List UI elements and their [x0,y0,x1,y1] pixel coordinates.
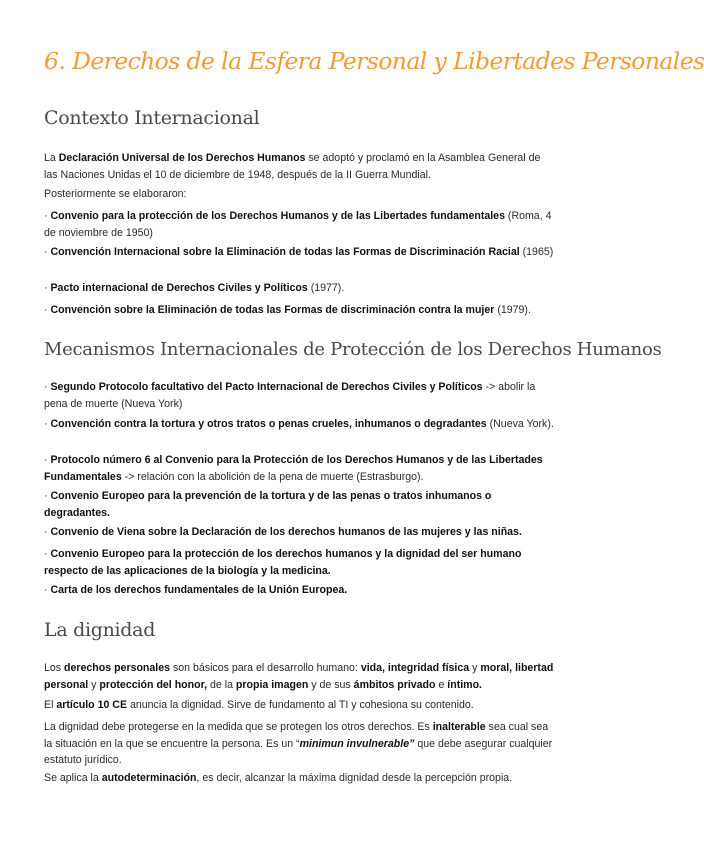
dignidad-paragraph-2: El artículo 10 CE anuncia la dignidad. Sirve de fundamento al TI y cohesiona su contenido. [44,699,474,711]
list-item: · Convención Internacional sobre la Eliminación de todas las Formas de Discriminación Racial (1965) [44,246,554,258]
list-item: · Convenio Europeo para la protección de los derechos humanos y la dignidad del ser humano respecto de las aplicaciones de la biología y la medicina. [44,548,522,577]
page-title: 6. Derechos de la Esfera Personal y Libertades Personales [44,47,704,75]
list-item: · Carta de los derechos fundamentales de la Unión Europea. [44,584,348,596]
list-item: · Convenio Europeo para la prevención de la tortura y de las penas o tratos inhumanos o degradantes. [44,490,492,519]
heading-mecanismos: Mecanismos Internacionales de Protección de los Derechos Humanos [44,339,662,360]
list-item: · Segundo Protocolo facultativo del Pacto Internacional de Derechos Civiles y Políticos -> abolir la pena de muerte (Nueva York) [44,381,536,410]
heading-contexto: Contexto Internacional [44,107,260,129]
list-item: · Convenio de Viena sobre la Declaración de los derechos humanos de las mujeres y las niñas. [44,526,522,538]
list-item: · Convención contra la tortura y otros tratos o penas crueles, inhumanos o degradantes (Nueva York). [44,418,554,430]
dignidad-paragraph-3: La dignidad debe protegerse en la medida que se protegen los otros derechos. Es inalterable sea cual sea la situación en la que se encuentre la persona. Es un “minimun invulnerable” que debe asegurar cualquier estatuto jurídico. [44,721,553,766]
intro-paragraph: La Declaración Universal de los Derechos Humanos se adoptó y proclamó en la Asamblea General de las Naciones Unidas el 10 de diciembre de 1948, después de la II Guerra Mundial. [44,152,541,181]
posteriormente-text: Posteriormente se elaboraron: [44,188,187,200]
heading-dignidad: La dignidad [44,619,156,641]
list-item: · Convención sobre la Eliminación de todas las Formas de discriminación contra la mujer (1979). [44,304,531,316]
list-item: · Convenio para la protección de los Derechos Humanos y de las Libertades fundamentales (Roma, 4 de noviembre de 1950) [44,210,552,239]
dignidad-paragraph-1: Los derechos personales son básicos para el desarrollo humano: vida, integridad física y moral, libertad personal y protección del honor, de la propia imagen y de sus ámbitos privado e íntimo. [44,662,554,691]
list-item: · Protocolo número 6 al Convenio para la Protección de los Derechos Humanos y de las Libertades Fundamentales -> relación con la abolición de la pena de muerte (Estrasburgo). [44,454,543,483]
list-item: · Pacto internacional de Derechos Civiles y Políticos (1977). [44,282,345,294]
dignidad-paragraph-4: Se aplica la autodeterminación, es decir, alcanzar la máxima dignidad desde la percepción propia. [44,772,513,784]
